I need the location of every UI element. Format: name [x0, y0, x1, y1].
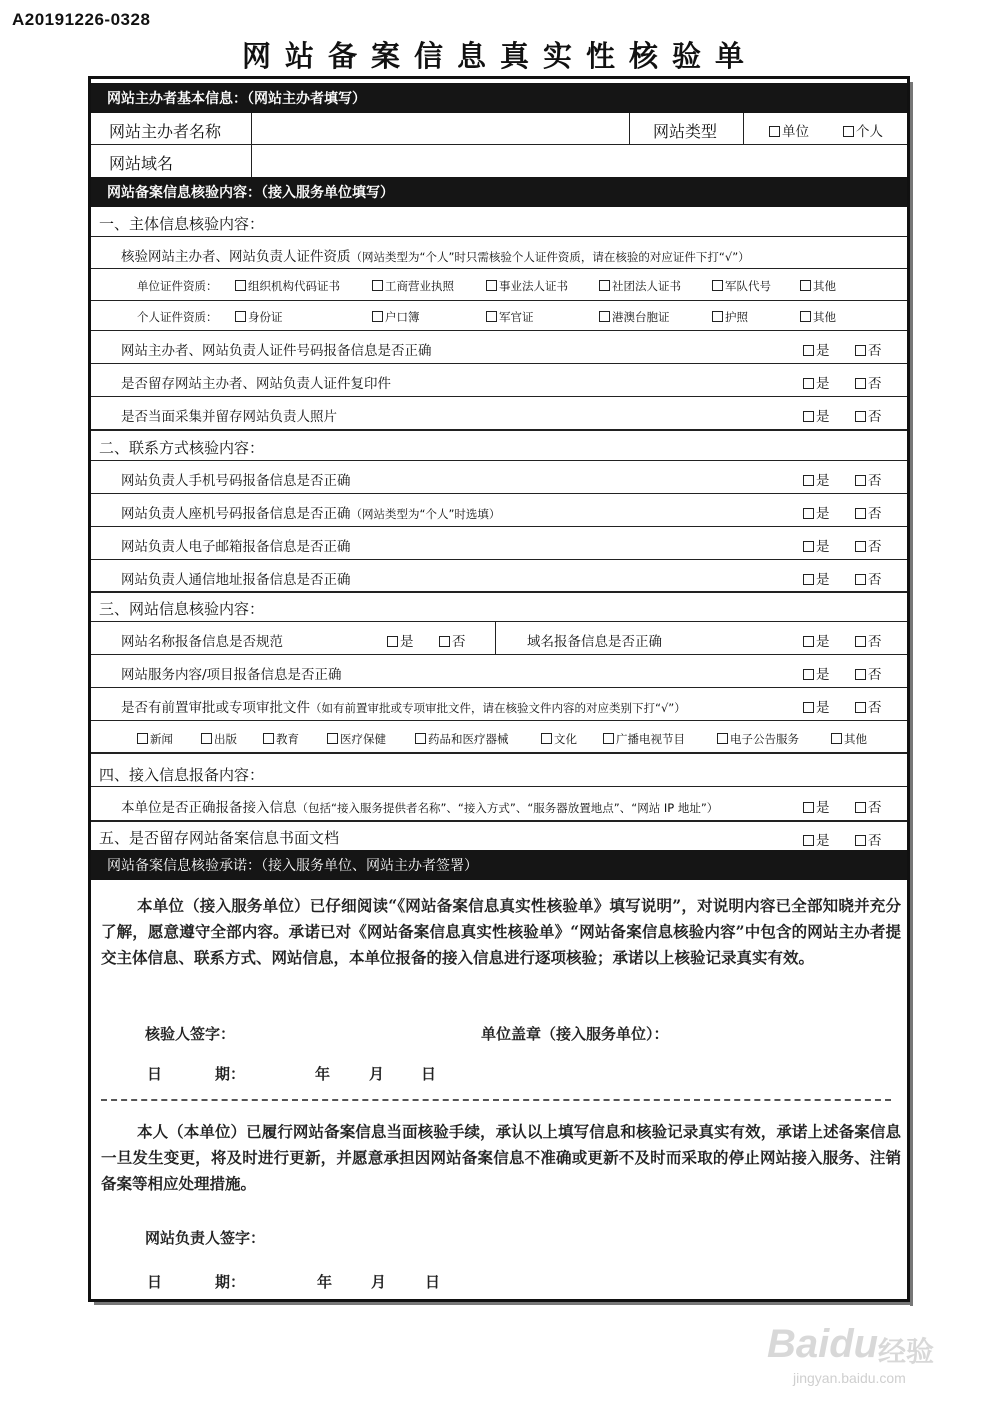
unit-doc-option[interactable]: 事业法人证书	[486, 278, 568, 294]
date-day-label: 日	[421, 1065, 437, 1083]
person-doc-option[interactable]: 其他	[800, 309, 836, 325]
checkbox-icon[interactable]	[803, 378, 814, 389]
checkbox-icon[interactable]	[137, 733, 148, 744]
checkbox-icon[interactable]	[855, 636, 866, 647]
sponsor-name-input[interactable]	[255, 117, 625, 141]
question-row	[91, 688, 907, 721]
date-label-ri: 日	[147, 1065, 163, 1083]
checkbox-icon[interactable]	[855, 345, 866, 356]
checkbox-icon[interactable]	[235, 311, 246, 322]
section-4-title: 四、接入信息报备内容：	[99, 766, 265, 784]
checkbox-icon[interactable]	[855, 475, 866, 486]
no-option[interactable]: 否	[855, 339, 882, 359]
yes-option[interactable]: 是	[803, 535, 830, 555]
person-doc-option[interactable]: 护照	[712, 309, 748, 325]
commitment-paragraph-2: 本人（本单位）已履行网站备案信息当面核验手续，承认以上填写信息和核验记录真实有效，承诺上述备案信息一旦发生变更，将及时进行更新，并愿意承担因网站备案信息不准确或更新不及时而采取的停止网站接入服务、注销备案等相应处理措施。	[101, 1122, 901, 1193]
section-1-intro-row	[91, 237, 907, 269]
question-label: 网站负责人手机号码报备信息是否正确	[121, 473, 351, 489]
checkbox-icon[interactable]	[803, 574, 814, 585]
question-label: 域名报备信息是否正确	[527, 634, 662, 650]
checkbox-icon[interactable]	[599, 311, 610, 322]
checkbox-icon[interactable]	[415, 733, 426, 744]
checkbox-icon[interactable]	[803, 411, 814, 422]
question-row	[91, 787, 907, 822]
person-docs-row	[91, 301, 907, 331]
checkbox-icon[interactable]	[803, 475, 814, 486]
checkbox-icon[interactable]	[603, 733, 614, 744]
commitment-bar	[91, 850, 907, 880]
no-option[interactable]: 否	[855, 502, 882, 522]
checkbox-icon[interactable]	[599, 280, 610, 291]
unit-doc-option[interactable]: 其他	[800, 278, 836, 294]
date-month-label: 月	[369, 1065, 385, 1083]
divider	[251, 113, 252, 144]
section-3-title: 三、网站信息核验内容：	[99, 600, 265, 618]
checkbox-icon[interactable]	[800, 311, 811, 322]
checkbox-icon[interactable]	[486, 280, 497, 291]
verification-form	[88, 76, 910, 1302]
document-id: A20191226-0328	[12, 10, 151, 29]
person-doc-option[interactable]: 户口簿	[372, 309, 420, 325]
category-option[interactable]: 其他	[831, 731, 867, 747]
divider	[495, 622, 496, 654]
watermark-logo: Baidu	[767, 1322, 879, 1366]
no-option[interactable]: 否	[855, 372, 882, 392]
site-type-person-option[interactable]: 个人	[843, 120, 883, 140]
category-option[interactable]: 出版	[201, 731, 237, 747]
checkbox-icon[interactable]	[201, 733, 212, 744]
checkbox-icon[interactable]	[855, 835, 866, 846]
question-row	[91, 364, 907, 397]
no-option[interactable]: 否	[855, 796, 882, 816]
question-label: 网站服务内容/项目报备信息是否正确	[121, 667, 342, 683]
checkbox-icon[interactable]	[831, 733, 842, 744]
section-5-title: 五、是否留存网站备案信息书面文档	[99, 829, 340, 847]
checkbox-icon[interactable]	[855, 541, 866, 552]
question-label: 网站负责人通信地址报备信息是否正确	[121, 572, 351, 588]
category-option[interactable]: 新闻	[137, 731, 173, 747]
domain-input[interactable]	[255, 149, 895, 173]
yes-option[interactable]: 是	[803, 630, 830, 650]
checkbox-icon[interactable]	[803, 345, 814, 356]
unit-docs-row	[91, 269, 907, 301]
date-label-ri: 日	[147, 1273, 163, 1291]
approval-categories-row	[91, 721, 907, 754]
domain-row	[91, 145, 907, 177]
question-label: 网站负责人电子邮箱报备信息是否正确	[121, 539, 351, 555]
no-option[interactable]: 否	[855, 663, 882, 683]
site-type-label: 网站类型	[653, 122, 718, 141]
question-row	[91, 397, 907, 431]
no-option[interactable]: 否	[855, 469, 882, 489]
checkbox-icon[interactable]	[327, 733, 338, 744]
checkbox-icon[interactable]	[803, 702, 814, 713]
checkbox-icon[interactable]	[855, 508, 866, 519]
question-label: 网站主办者、网站负责人证件号码报备信息是否正确	[121, 343, 432, 359]
question-row	[91, 461, 907, 494]
basic-info-bar-label: 网站主办者基本信息：（网站主办者填写）	[107, 91, 366, 107]
unit-doc-option[interactable]: 组织机构代码证书	[235, 278, 340, 294]
no-option[interactable]: 否	[855, 568, 882, 588]
checkbox-icon[interactable]	[803, 835, 814, 846]
checkbox-icon[interactable]	[800, 280, 811, 291]
question-label: 本单位是否正确报备接入信息（包括“接入服务提供者名称”、“接入方式”、“服务器放置地点”、“网站 IP 地址”）	[121, 800, 719, 816]
section-4-header	[91, 754, 907, 787]
unit-seal-label: 单位盖章（接入服务单位）：	[481, 1025, 669, 1043]
person-doc-option[interactable]: 军官证	[486, 309, 534, 325]
date-label-qi: 期：	[215, 1065, 246, 1083]
date-year-label: 年	[315, 1065, 331, 1083]
verifier-signature-label: 核验人签字：	[145, 1025, 236, 1043]
check-content-bar-label: 网站备案信息核验内容：（接入服务单位填写）	[107, 185, 394, 201]
category-option[interactable]: 教育	[263, 731, 299, 747]
no-option[interactable]: 否	[855, 829, 882, 849]
category-option[interactable]: 药品和医疗器械	[415, 731, 509, 747]
yes-option[interactable]: 是	[803, 696, 830, 716]
checkbox-icon[interactable]	[263, 733, 274, 744]
checkbox-icon[interactable]	[855, 411, 866, 422]
commitment-paragraph-1: 本单位（接入服务单位）已仔细阅读“《网站备案信息真实性核验单》填写说明”，对说明内容已全部知晓并充分了解，愿意遵守全部内容。承诺已对《网站备案信息真实性核验单》“网站备案信息核验内容”中包含的网站主办者提交主体信息、联系方式、网站信息，本单位报备的接入信息进行逐项核验；承诺以上核验记录真实有效。	[101, 896, 901, 967]
checkbox-icon[interactable]	[803, 669, 814, 680]
yes-option[interactable]: 是	[803, 339, 830, 359]
checkbox-icon[interactable]	[372, 311, 383, 322]
checkbox-icon[interactable]	[769, 126, 780, 137]
question-label: 是否留存网站主办者、网站负责人证件复印件	[121, 376, 391, 392]
section-3-header	[91, 593, 907, 622]
unit-doc-option[interactable]: 社团法人证书	[599, 278, 681, 294]
checkbox-icon[interactable]	[712, 280, 723, 291]
page-title: 网站备案信息真实性核验单	[241, 39, 758, 73]
unit-doc-option[interactable]: 军队代号	[712, 278, 771, 294]
checkbox-icon[interactable]	[855, 669, 866, 680]
sponsor-name-row	[91, 113, 907, 145]
yes-option[interactable]: 是	[803, 469, 830, 489]
category-option[interactable]: 电子公告服务	[717, 731, 799, 747]
checkbox-icon[interactable]	[855, 702, 866, 713]
category-option[interactable]: 医疗保健	[327, 731, 386, 747]
question-label: 是否当面采集并留存网站负责人照片	[121, 409, 337, 425]
checkbox-icon[interactable]	[387, 636, 398, 647]
date-label-qi: 期：	[215, 1273, 246, 1291]
no-option[interactable]: 否	[439, 630, 466, 650]
date-year-label: 年	[317, 1273, 333, 1291]
checkbox-icon[interactable]	[803, 541, 814, 552]
checkbox-icon[interactable]	[717, 733, 728, 744]
checkbox-icon[interactable]	[235, 280, 246, 291]
question-row	[91, 622, 907, 655]
no-option[interactable]: 否	[855, 535, 882, 555]
unit-doc-option[interactable]: 工商营业执照	[372, 278, 454, 294]
section-5-row	[91, 822, 907, 850]
checkbox-icon[interactable]	[855, 378, 866, 389]
section-1-intro: 核验网站主办者、网站负责人证件资质（网站类型为“个人”时只需核验个人证件资质，请在核验的对应证件下打“√”）	[121, 249, 750, 265]
unit-docs-label: 单位证件资质：	[137, 279, 218, 293]
checkbox-icon[interactable]	[439, 636, 450, 647]
question-label: 网站名称报备信息是否规范	[121, 634, 283, 650]
basic-info-bar	[91, 83, 907, 113]
question-label: 是否有前置审批或专项审批文件（如有前置审批或专项审批文件，请在核验文件内容的对应类别下打“√”）	[121, 700, 686, 716]
yes-option[interactable]: 是	[803, 796, 830, 816]
no-option[interactable]: 否	[855, 405, 882, 425]
checkbox-icon[interactable]	[843, 126, 854, 137]
question-row	[91, 331, 907, 364]
question-label: 网站负责人座机号码报备信息是否正确（网站类型为“个人”时选填）	[121, 506, 501, 522]
checkbox-icon[interactable]	[803, 508, 814, 519]
checkbox-icon[interactable]	[855, 574, 866, 585]
checkbox-icon[interactable]	[712, 311, 723, 322]
person-docs-label: 个人证件资质：	[137, 310, 218, 324]
check-content-bar	[91, 177, 907, 207]
checkbox-icon[interactable]	[372, 280, 383, 291]
person-doc-option[interactable]: 港澳台胞证	[599, 309, 670, 325]
question-row	[91, 560, 907, 593]
date-day-label: 日	[425, 1273, 441, 1291]
owner-signature-label: 网站负责人签字：	[145, 1229, 266, 1247]
domain-label: 网站域名	[109, 154, 174, 173]
question-row	[91, 494, 907, 527]
category-option[interactable]: 广播电视节目	[603, 731, 685, 747]
section-1-title: 一、主体信息核验内容：	[99, 215, 265, 233]
yes-option[interactable]: 是	[803, 568, 830, 588]
watermark-logo-cn: 经验	[878, 1335, 935, 1368]
yes-option[interactable]: 是	[803, 829, 830, 849]
date-month-label: 月	[371, 1273, 387, 1291]
divider	[251, 145, 252, 177]
watermark-url: jingyan.baidu.com	[793, 1370, 906, 1386]
commitment-bar-label: 网站备案信息核验承诺：（接入服务单位、网站主办者签署）	[107, 858, 478, 874]
checkbox-icon[interactable]	[486, 311, 497, 322]
question-row	[91, 527, 907, 560]
section-1-header	[91, 207, 907, 237]
person-doc-option[interactable]: 身份证	[235, 309, 283, 325]
no-option[interactable]: 否	[855, 696, 882, 716]
divider	[743, 113, 744, 144]
section-2-header	[91, 431, 907, 461]
yes-option[interactable]: 是	[803, 663, 830, 683]
dashed-separator	[101, 1099, 891, 1101]
checkbox-icon[interactable]	[803, 802, 814, 813]
form-shadow-right	[910, 82, 913, 1306]
divider	[629, 113, 630, 144]
checkbox-icon[interactable]	[803, 636, 814, 647]
section-2-title: 二、联系方式核验内容：	[99, 439, 265, 457]
sponsor-name-label: 网站主办者名称	[109, 122, 222, 141]
category-option[interactable]: 文化	[541, 731, 577, 747]
checkbox-icon[interactable]	[541, 733, 552, 744]
form-shadow-bottom	[94, 1302, 913, 1305]
site-type-unit-option[interactable]: 单位	[769, 120, 809, 140]
checkbox-icon[interactable]	[855, 802, 866, 813]
question-row	[91, 655, 907, 688]
yes-option[interactable]: 是	[803, 405, 830, 425]
yes-option[interactable]: 是	[803, 372, 830, 392]
no-option[interactable]: 否	[855, 630, 882, 650]
yes-option[interactable]: 是	[803, 502, 830, 522]
yes-option[interactable]: 是	[387, 630, 414, 650]
